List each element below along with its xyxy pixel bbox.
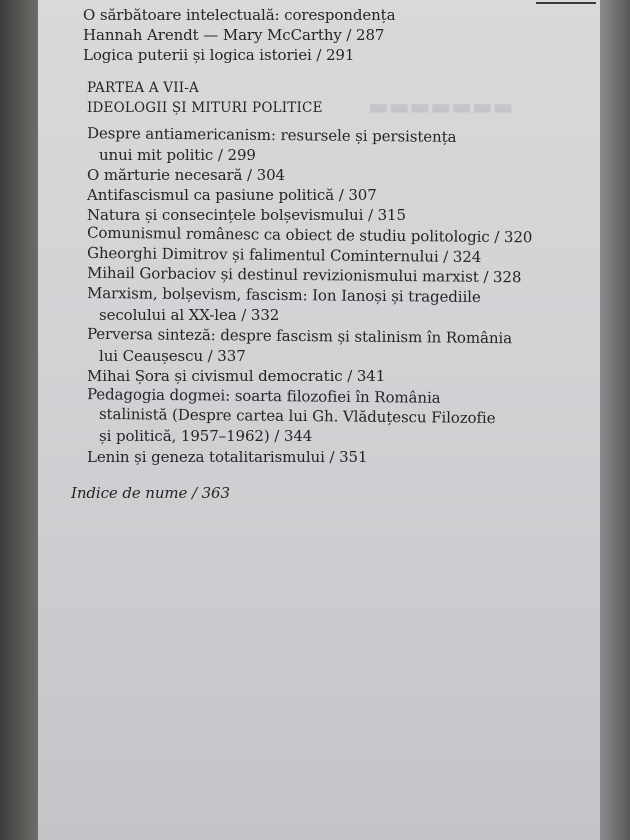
toc-entry-line: Lenin și geneza totalitarismului / 351	[87, 448, 368, 466]
top-rule	[536, 2, 596, 4]
part-number: PARTEA A VII-A	[87, 80, 199, 96]
toc-entry-arendt-line1: O sărbătoare intelectuală: corespondența	[83, 6, 396, 24]
binding-shadow-left	[0, 0, 38, 840]
toc-entry-line: stalinistă (Despre cartea lui Gh. Vlăduțescu Filozofie	[98, 404, 496, 428]
book-page	[38, 0, 600, 840]
toc-entry-line: lui Ceaușescu / 337	[99, 347, 246, 365]
part-title: IDEOLOGII ȘI MITURI POLITICE	[87, 100, 323, 116]
toc-entry-line: Antifascismul ca pasiune politică / 307	[87, 186, 377, 204]
toc-entry-line: Despre antiamericanism: resursele și persistența	[86, 124, 457, 146]
toc-entry-line: secolului al XX-lea / 332	[99, 306, 280, 324]
show-through-decoration: ▬▬▬▬▬▬▬	[368, 95, 514, 120]
toc-entry-logica: Logica puterii și logica istoriei / 291	[83, 46, 355, 64]
page-edge-right	[600, 0, 630, 840]
toc-entry-line: Mihai Șora și civismul democratic / 341	[87, 367, 386, 385]
toc-entry-line: Comunismul românesc ca obiect de studiu politologic / 320	[86, 223, 533, 247]
toc-entry-line: Pedagogia dogmei: soarta filozofiei în România	[86, 385, 441, 407]
toc-entry-line: Natura și consecințele bolșevismului / 315	[87, 206, 406, 224]
toc-entry-arendt-line2: Hannah Arendt — Mary McCarthy / 287	[83, 26, 385, 44]
toc-entry-line: și politică, 1957–1962) / 344	[99, 427, 313, 445]
toc-entry-line: Mihail Gorbaciov și destinul revizionismului marxist / 328	[86, 263, 522, 287]
toc-entry-line: O mărturie necesară / 304	[87, 166, 285, 184]
toc-entry-line: Gheorghi Dimitrov și falimentul Cominternului / 324	[86, 243, 482, 267]
toc-entry-line: Perversa sinteză: despre fascism și stalinism în România	[86, 324, 513, 348]
toc-entry-line: Marxism, bolșevism, fascism: Ion Ianoși și tragediile	[86, 283, 481, 307]
index-entry: Indice de nume / 363	[71, 484, 230, 502]
toc-entry-line: unui mit politic / 299	[99, 146, 256, 164]
